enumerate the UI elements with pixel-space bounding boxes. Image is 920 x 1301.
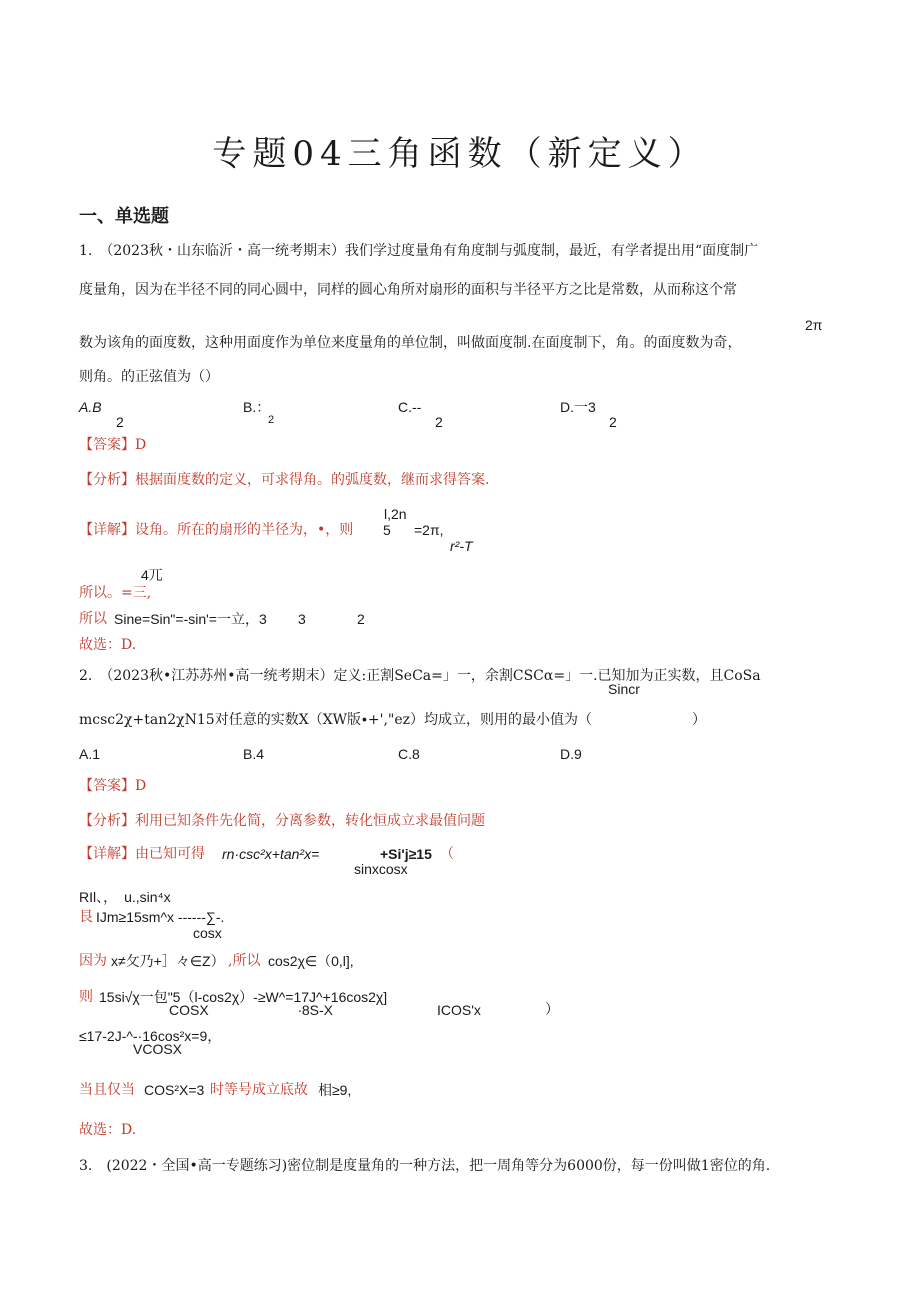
q2-row3-condition: x≠攵乃+］々∈Z） (111, 953, 225, 969)
q2-when-label: 当且仅当 (79, 1082, 135, 1098)
q3-line1: 3. (2022・全国•高一专题练习)密位制是度量角的一种方法，把一周角等分为6000份，每一份叫做1密位的角. (79, 1158, 771, 1174)
q1-option-a-denominator: 2 (116, 414, 124, 430)
q2-row5-denominator: VCOSX (133, 1041, 183, 1057)
q2-row4-paren: ） (545, 1002, 559, 1018)
q2-when-text: 时等号成立底故 (210, 1082, 308, 1098)
q2-line2-bracket: ） (692, 712, 706, 728)
q2-row4-denominator-2: ∙8S-X (298, 1002, 334, 1018)
q2-detail-label: 【详解】由已知可得 (79, 846, 205, 862)
q2-when-result: 相≥9, (318, 1082, 352, 1098)
q1-line3: 数为该角的面度数，这种用面度作为单位来度量角的单位制，叫做面度制.在面度制下，角。的面度数为奇， (79, 335, 742, 351)
q1-option-d: D.一3 (560, 399, 596, 415)
q2-detail-formula: rn·csc²x+tan²x= (222, 846, 320, 862)
q1-fraction-4pi: 4兀 (141, 567, 163, 583)
q1-analysis: 【分析】根据面度数的定义，可求得角。的弧度数，继而求得答案. (79, 472, 490, 488)
q1-detail: 【详解】设角。所在的扇形的半径为，•，则 (79, 522, 354, 538)
q2-choose: 故选：D. (79, 1122, 137, 1138)
q1-detail-fraction-bottom: r²-T (450, 538, 473, 554)
q2-detail-paren: （ (440, 846, 454, 862)
q1-choose: 故选：D. (79, 637, 137, 653)
q1-so-line2-denominator-1: 3 (298, 611, 306, 627)
q1-option-b-denominator: 2 (268, 414, 275, 426)
q1-option-a: A.B (79, 399, 102, 415)
q2-when-condition: COS²X=3 (144, 1082, 205, 1098)
q2-row4-denominator-1: COSX (169, 1002, 209, 1018)
page-title: 专题04三角函数（新定义） (212, 134, 708, 174)
q2-row4-denominator-3: ICOS'x (437, 1002, 481, 1018)
q1-so-line2-formula: Sine=Sin"=-sin'=一立，3 (114, 611, 267, 627)
q1-so-line1: 所以。=三, (79, 585, 152, 601)
q1-so-line2-label: 所以 (79, 611, 107, 627)
q2-row2-label: 艮 (79, 909, 93, 925)
q2-row2-formula: IJm≥15sm^x ------∑-. (96, 909, 225, 925)
q2-row3-label: 因为 (79, 953, 107, 969)
q1-detail-fraction-top: l,2n (384, 506, 407, 522)
q1-line4: 则角。的正弦值为（） (79, 369, 219, 385)
q1-line1: 1. （2023秋・山东临沂・高一统考期末）我们学过度量角有角度制与弧度制，最近，有学者提出用“面度制广 (79, 243, 759, 259)
q2-detail-denominator: sinxcosx (354, 861, 408, 877)
q2-line1-denominator: Sincr (608, 681, 640, 697)
q1-answer: 【答案】D (79, 437, 147, 453)
q1-detail-number: 5 (383, 522, 391, 538)
q2-option-d: D.9 (560, 746, 582, 762)
q2-line2: mcsc2χ+tan2χN15对任意的实数X（XW版∙+',"ez）均成立，则用的最小值为（ (79, 712, 593, 728)
q1-so-line2-denominator-2: 2 (357, 611, 365, 627)
q1-option-c-denominator: 2 (435, 414, 443, 430)
q2-line1: 2. （2023秋•江苏苏州•高一统考期末）定义:正割SeCa=」一，余割CSCα=」一.已知加为正实数，且CoSa (79, 668, 761, 684)
q2-row1: RIl、， u.,sin⁴x (79, 889, 171, 905)
q2-row4-formula: 15si√χ一包"5（l-cos2χ）-≥W^=17J^+16cos2χ] (99, 989, 388, 1005)
q2-row4-label: 则 (79, 989, 93, 1005)
q1-option-d-denominator: 2 (609, 414, 617, 430)
q2-row3-range: cos2χ∈（0,l], (268, 953, 354, 969)
q2-row2-denominator: cosx (193, 925, 222, 941)
q1-line2: 度量角，因为在半径不同的同心圆中，同样的圆心角所对扇形的面积与半径平方之比是常数，从而称这个常 (79, 282, 737, 298)
q1-detail-equation: =2π, (414, 522, 444, 538)
q2-row3-so: ,所以 (228, 953, 261, 969)
q1-fraction-top: 2π (805, 317, 823, 333)
q2-option-a: A.1 (79, 746, 101, 762)
q2-option-b: B.4 (243, 746, 265, 762)
q1-option-b: B.： (243, 399, 271, 415)
q2-answer: 【答案】D (79, 778, 147, 794)
q1-option-c: C.-- (398, 399, 422, 415)
q2-row5: ≤17-2J-^-·16cos²x=9， (79, 1028, 222, 1044)
q2-analysis: 【分析】利用已知条件先化简，分离参数，转化恒成立求最值问题 (79, 813, 485, 829)
q2-detail-inequality: +Si'j≥15 (380, 846, 432, 862)
section-heading: 一、单选题 (79, 206, 169, 227)
q2-option-c: C.8 (398, 746, 420, 762)
